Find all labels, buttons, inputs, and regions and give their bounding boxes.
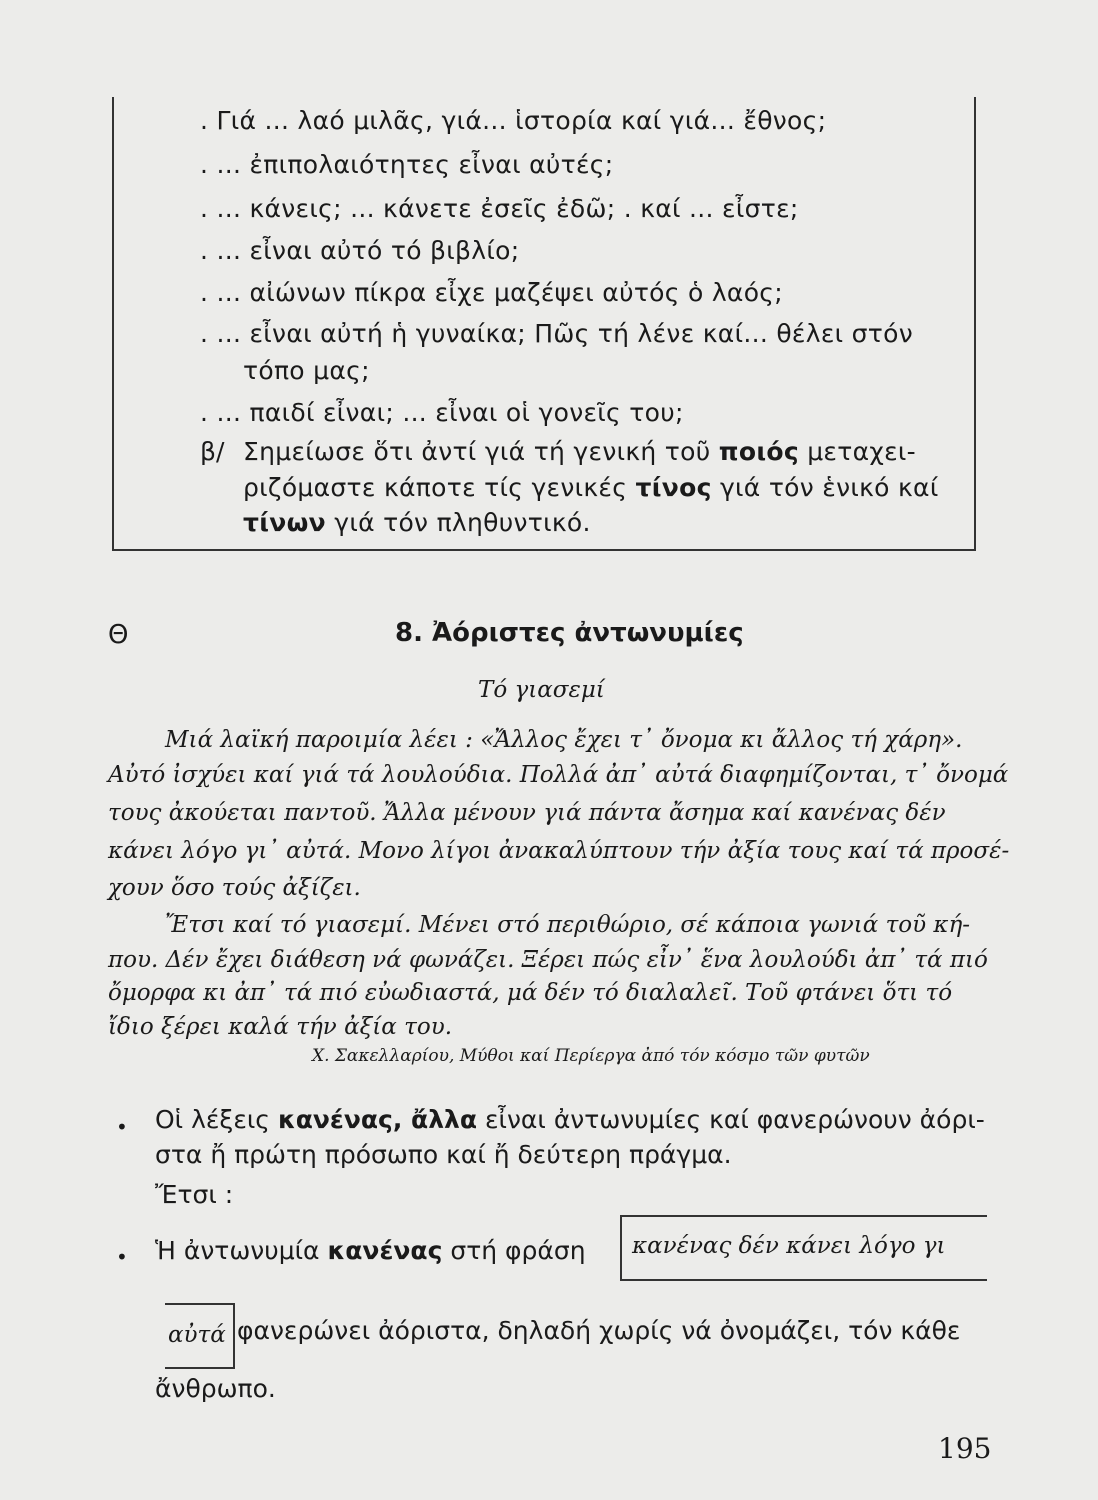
- explanation-line-1: Οἱ λέξεις κανένας, ἄλλα εἶναι ἀντωνυμίες καί φανερώνουν ἀόρι-: [155, 1105, 985, 1134]
- exercise-line: . ... εἶναι αὐτή ἡ γυναίκα; Πῶς τή λένε καί... θέλει στόν: [200, 319, 913, 348]
- story-line: ὄμορφα κι ἀπ᾽ τά πιό εὐωδιαστά, μά δέν τό διαλαλεῖ. Τοῦ φτάνει ὅτι τό: [108, 980, 953, 1006]
- story-line: χουν ὅσο τούς ἀξίζει.: [108, 875, 361, 901]
- beta-label: β/: [200, 437, 225, 466]
- explanation-line-4: φανερώνει ἀόριστα, δηλαδή χωρίς νά ὀνομάζει, τόν κάθε: [237, 1316, 961, 1345]
- explanation-line-3: Ἡ ἀντωνυμία κανένας στή φράση: [155, 1236, 586, 1265]
- story-line: Ἔτσι καί τό γιασεμί. Μένει στό περιθώριο, σέ κάποια γωνιά τοῦ κή-: [165, 912, 971, 938]
- bullet-icon: •: [116, 1115, 128, 1139]
- story-line: τους ἀκούεται παντοῦ. Ἄλλα μένουν γιά πάντα ἄσημα καί κανένας δέν: [108, 800, 946, 826]
- exercise-line: . ... κάνεις; ... κάνετε ἐσεῖς ἐδῶ; . καί ... εἶστε;: [200, 194, 799, 223]
- section-heading: 8. Ἀόριστες ἀντωνυμίες: [395, 618, 744, 648]
- exercise-line: . ... εἶναι αὐτό τό βιβλίο;: [200, 236, 520, 265]
- exercise-line: . ... ἐπιπολαιότητες εἶναι αὐτές;: [200, 150, 614, 179]
- exercise-line: τόπο μας;: [243, 356, 370, 385]
- exercise-line: . ... αἰώνων πίκρα εἶχε μαζέψει αὐτός ὁ λαός;: [200, 278, 784, 307]
- beta-line-3: τίνων γιά τόν πληθυντικό.: [243, 508, 591, 537]
- story-line: ἴδιο ξέρει καλά τήν ἀξία του.: [108, 1014, 453, 1040]
- beta-line-1: Σημείωσε ὅτι ἀντί γιά τή γενική τοῦ ποιός μεταχει-: [243, 437, 916, 466]
- page-number: 195: [938, 1432, 992, 1465]
- exercise-line: . ... παιδί εἶναι; ... εἶναι οἱ γονεῖς του;: [200, 398, 684, 427]
- story-line: κάνει λόγο γι᾽ αὐτά. Μονο λίγοι ἀνακαλύπτουν τήν ἀξία τους καί τά προσέ-: [108, 838, 1010, 864]
- beta-line-2: ριζόμαστε κάποτε τίς γενικές τίνος γιά τόν ἑνικό καί: [243, 473, 939, 502]
- story-line: Μιά λαϊκή παροιμία λέει : «Ἄλλος ἔχει τ᾽ ὄνομα κι ἄλλος τή χάρη».: [165, 727, 963, 753]
- explanation-line-2: στα ἤ πρώτη πρόσωπο καί ἤ δεύτερη πράγμα.: [155, 1140, 732, 1169]
- boxed-phrase-part-2: αὐτά: [168, 1322, 226, 1348]
- boxed-phrase-part-1: κανένας δέν κάνει λόγο γι: [632, 1233, 946, 1259]
- section-symbol: Θ: [108, 620, 129, 650]
- explanation-line-5: ἄνθρωπο.: [155, 1374, 276, 1403]
- exercise-line: . Γιά ... λαό μιλᾶς, γιά... ἱστορία καί γιά... ἔθνος;: [200, 106, 827, 135]
- bullet-icon: •: [116, 1245, 128, 1269]
- attribution: Χ. Σακελλαρίου, Μύθοι καί Περίεργα ἀπό τόν κόσμο τῶν φυτῶν: [312, 1046, 870, 1066]
- story-line: που. Δέν ἔχει διάθεση νά φωνάζει. Ξέρει πώς εἶν᾽ ἕνα λουλούδι ἀπ᾽ τά πιό: [108, 947, 988, 973]
- story-title: Τό γιασεμί: [478, 677, 605, 703]
- story-line: Αὐτό ἰσχύει καί γιά τά λουλούδια. Πολλά ἀπ᾽ αὐτά διαφημίζονται, τ᾽ ὄνομά: [108, 762, 1009, 788]
- etsi-label: Ἔτσι :: [155, 1180, 234, 1209]
